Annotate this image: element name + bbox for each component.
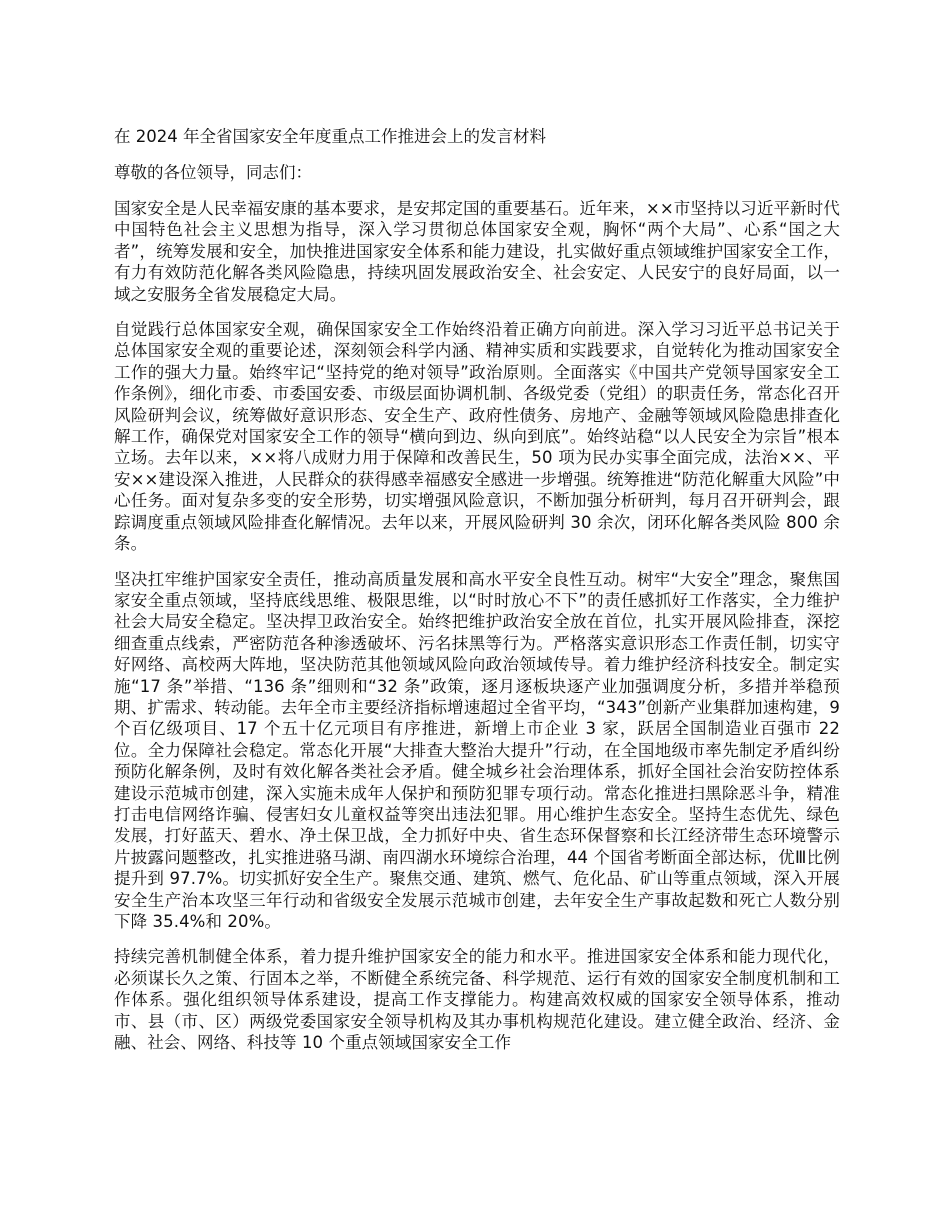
paragraph-mechanism-system: 持续完善机制健全体系，着力提升维护国家安全的能力和水平。推进国家安全体系和能力现代化，必须谋长久之策、行固本之举，不断健全系统完备、科学规范、运行有效的国家安全制度机制和工作体系。强化组织领导体系建设，提高工作支撑能力。构建高效权威的国家安全领导体系，推动市、县（市、区）两级党委国家安全领导机构及其办事机构规范化建设。建立健全政治、经济、金融、社会、网络、科技等 10 个重点领域国家安全工作 [114,947,840,1053]
paragraph-intro: 国家安全是人民幸福安康的基本要求，是安邦定国的重要基石。近年来，××市坚持以习近平新时代中国特色社会主义思想为指导，深入学习贯彻总体国家安全观，胸怀“两个大局”、心系“国之大者”，统筹发展和安全，加快推进国家安全体系和能力建设，扎实做好重点领域维护国家安全工作，有力有效防范化解各类风险隐患，持续巩固发展政治安全、社会安定、人民安宁的良好局面，以一域之安服务全省发展稳定大局。 [114,199,840,304]
paragraph-security-responsibility: 坚决扛牢维护国家安全责任，推动高质量发展和高水平安全良性互动。树牢“大安全”理念，聚焦国家安全重点领域，坚持底线思维、极限思维，以“时时放心不下”的责任感抓好工作落实，全力维护社会大局安全稳定。坚决捍卫政治安全。始终把维护政治安全放在首位，扎实开展风险排查，深挖细查重点线索，严密防范各种渗透破坏、污名抹黑等行为。严格落实意识形态工作责任制，切实守好网络、高校两大阵地，坚决防范其他领域风险向政治领域传导。着力维护经济科技安全。制定实施“17 条”举措、“136 条”细则和“32 条”政策，逐月逐板块逐产业加强调度分析，多措并举稳预期、扩需求、转动能。去年全市主要经济指标增速超过全省平均，“343”创新产业集群加速构建，9 个百亿级项目、17 个五十亿元项目有序推进，新增上市企业 3 家，跃居全国制造业百强市 22 位。全力保障社会稳定。常态化开展“大排查大整治大提升”行动，在全国地级市率先制定矛盾纠纷预防化解条例，及时有效化解各类社会矛盾。健全城乡社会治理体系，抓好全国社会治安防控体系建设示范城市创建，深入实施未成年人保护和预防犯罪专项行动。常态化推进扫黑除恶斗争，精准打击电信网络诈骗、侵害妇女儿童权益等突出违法犯罪。用心维护生态安全。坚持生态优先、绿色发展，打好蓝天、碧水、净土保卫战，全力抓好中央、省生态环保督察和长江经济带生态环境警示片披露问题整改，扎实推进骆马湖、南四湖水环境综合治理，44 个国省考断面全部达标，优Ⅲ比例提升到 97.7%。切实抓好安全生产。聚焦交通、建筑、燃气、危化品、矿山等重点领域，深入开展安全生产治本攻坚三年行动和省级安全发展示范城市创建，去年安全生产事故起数和死亡人数分别下降 35.4%和 20%。 [114,569,840,931]
paragraph-overall-security-view: 自觉践行总体国家安全观，确保国家安全工作始终沿着正确方向前进。深入学习习近平总书记关于总体国家安全观的重要论述，深刻领会科学内涵、精神实质和实践要求，自觉转化为推动国家安全工作的强大力量。始终牢记“坚持党的绝对领导”政治原则。全面落实《中国共产党领导国家安全工作条例》，细化市委、市委国安委、市级层面协调机制、各级党委（党组）的职责任务，常态化召开风险研判会议，统筹做好意识形态、安全生产、政府性债务、房地产、金融等领域风险隐患排查化解工作，确保党对国家安全工作的领导“横向到边、纵向到底”。始终站稳“以人民安全为宗旨”根本立场。去年以来，××将八成财力用于保障和改善民生，50 项为民办实事全面完成，法治××、平安××建设深入推进，人民群众的获得感幸福感安全感进一步增强。统筹推进“防范化解重大风险”中心任务。面对复杂多变的安全形势，切实增强风险意识，不断加强分析研判，每月召开研判会，跟踪调度重点领域风险排查化解情况。去年以来，开展风险研判 30 余次，闭环化解各类风险 800 余条。 [114,320,840,554]
document-page [114,126,840,1067]
salutation: 尊敬的各位领导，同志们： [114,163,312,182]
document-title: 在 2024 年全省国家安全年度重点工作推进会上的发言材料 [114,127,546,146]
